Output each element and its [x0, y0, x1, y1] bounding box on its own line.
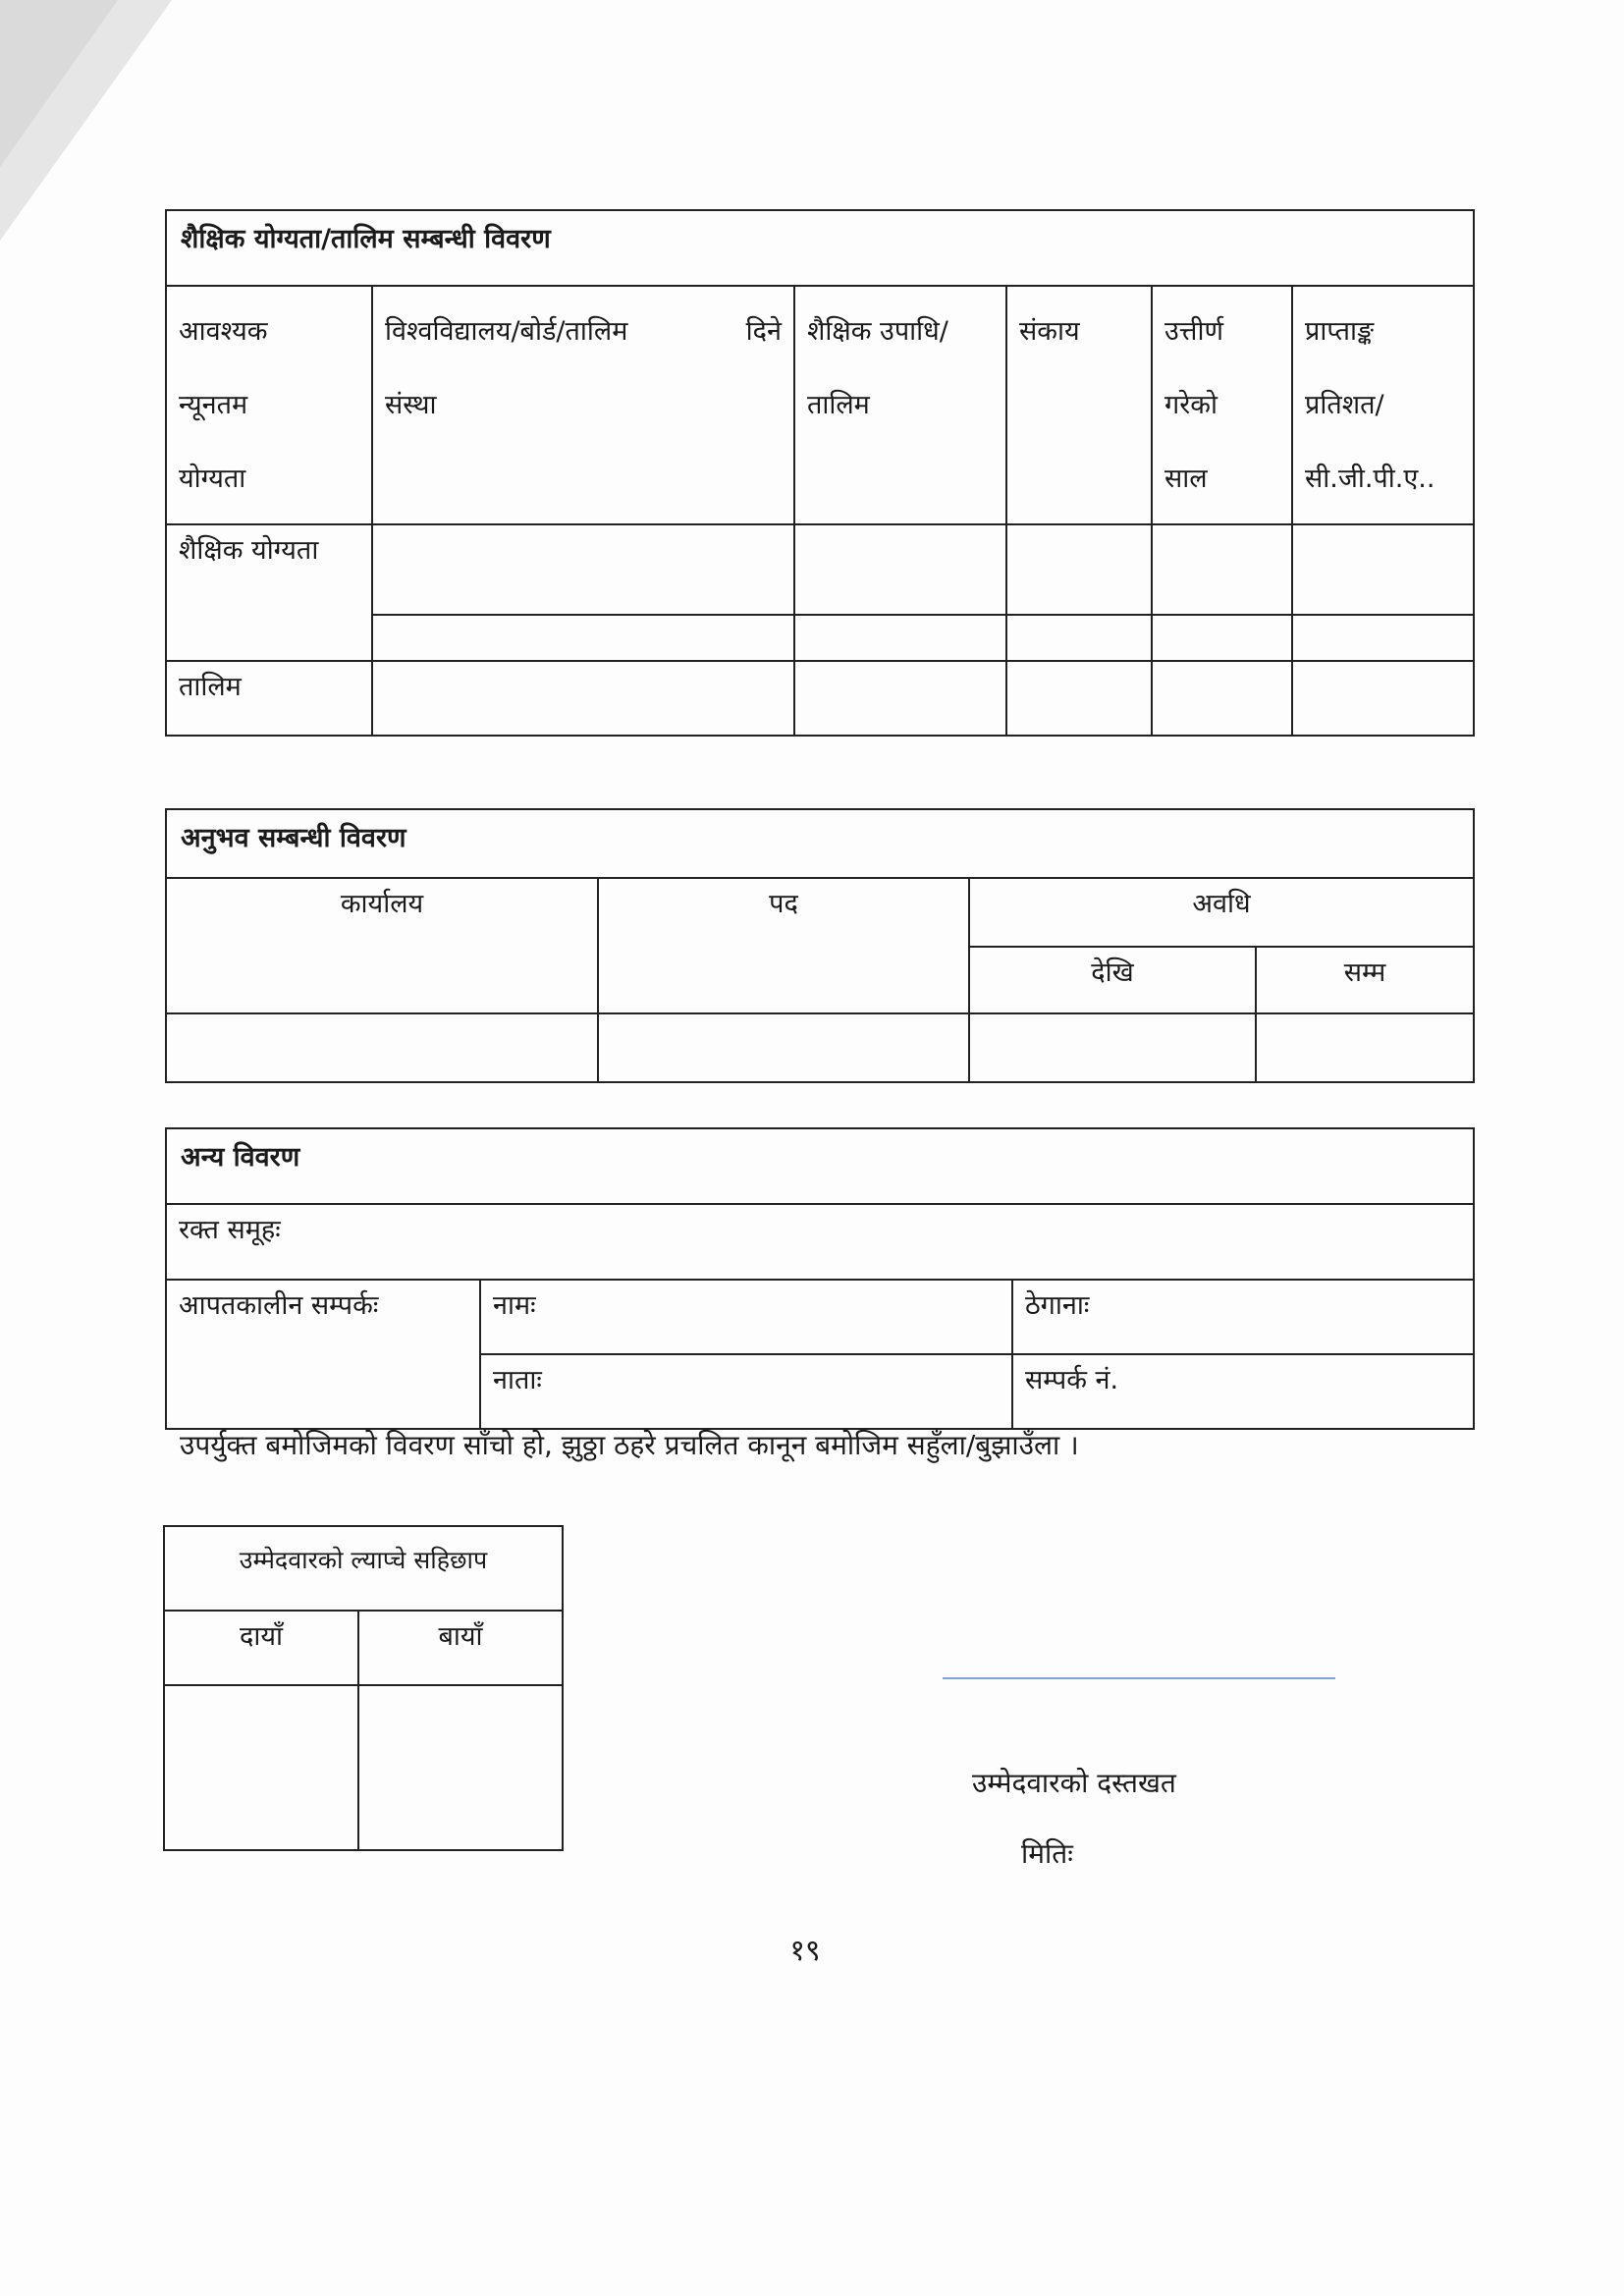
academic-score-cell-1[interactable]: [1292, 524, 1474, 615]
experience-office-cell[interactable]: [166, 1013, 598, 1082]
other-details-table: [165, 1127, 1475, 1430]
thumb-left-label: बायाँ: [358, 1611, 563, 1685]
education-title: शैक्षिक योग्यता/तालिम सम्बन्धी विवरण: [166, 210, 1474, 286]
folded-corner-shadow: [0, 0, 172, 241]
training-institution-cell[interactable]: [372, 661, 794, 736]
signature-line[interactable]: [943, 1677, 1335, 1679]
training-faculty-cell[interactable]: [1006, 661, 1152, 736]
emergency-name-field[interactable]: नामः: [480, 1280, 1012, 1354]
header-duration: अवधि: [969, 878, 1474, 947]
header-degree: शैक्षिक उपाधि/ तालिम: [794, 286, 1006, 524]
experience-from-cell[interactable]: [969, 1013, 1256, 1082]
header-min-qualification: आवश्यक न्यूनतम योग्यता: [166, 286, 372, 524]
header-post: पद: [598, 878, 969, 1013]
thumbprint-table: [163, 1525, 564, 1851]
academic-degree-cell-1[interactable]: [794, 524, 1006, 615]
header-passed-year: उत्तीर्ण गरेको साल: [1152, 286, 1292, 524]
academic-faculty-cell-1[interactable]: [1006, 524, 1152, 615]
declaration-text: उपर्युक्त बमोजिमको विवरण साँचो हो, झुठ्ठा ठहरे प्रचलित कानून बमोजिम सहुँला/बुझाउँला ।: [180, 1429, 1079, 1461]
academic-institution-cell-1[interactable]: [372, 524, 794, 615]
thumbprint-title: उम्मेदवारको ल्याप्चे सहिछाप: [164, 1526, 563, 1611]
emergency-contact-label: आपतकालीन सम्पर्कः: [166, 1280, 480, 1429]
academic-year-cell-2[interactable]: [1152, 615, 1292, 661]
emergency-contact-no-field[interactable]: सम्पर्क नं.: [1012, 1354, 1474, 1429]
thumb-right-box[interactable]: [164, 1685, 358, 1850]
header-faculty: संकाय: [1006, 286, 1152, 524]
thumb-left-box[interactable]: [358, 1685, 563, 1850]
academic-degree-cell-2[interactable]: [794, 615, 1006, 661]
page-number: १९: [789, 1934, 821, 1968]
signature-label: उम्मेदवारको दस्तखत: [972, 1767, 1176, 1799]
education-table: [165, 209, 1475, 737]
blood-group-field[interactable]: रक्त समूहः: [166, 1204, 1474, 1280]
experience-post-cell[interactable]: [598, 1013, 969, 1082]
date-label: मितिः: [1021, 1837, 1073, 1870]
academic-institution-cell-2[interactable]: [372, 615, 794, 661]
academic-year-cell-1[interactable]: [1152, 524, 1292, 615]
header-score: प्राप्ताङ्क प्रतिशत/ सी.जी.पी.ए..: [1292, 286, 1474, 524]
header-office: कार्यालय: [166, 878, 598, 1013]
training-year-cell[interactable]: [1152, 661, 1292, 736]
header-from: देखि: [969, 947, 1256, 1013]
experience-table: [165, 808, 1475, 1083]
emergency-address-field[interactable]: ठेगानाः: [1012, 1280, 1474, 1354]
training-score-cell[interactable]: [1292, 661, 1474, 736]
academic-faculty-cell-2[interactable]: [1006, 615, 1152, 661]
header-to: सम्म: [1256, 947, 1474, 1013]
row-training-label: तालिम: [166, 661, 372, 736]
thumb-right-label: दायाँ: [164, 1611, 358, 1685]
academic-score-cell-2[interactable]: [1292, 615, 1474, 661]
other-details-title: अन्य विवरण: [166, 1128, 1474, 1204]
row-academic-label: शैक्षिक योग्यता: [166, 524, 372, 661]
experience-to-cell[interactable]: [1256, 1013, 1474, 1082]
header-institution: विश्वविद्यालय/बोर्ड/तालिम दिने संस्था: [372, 286, 794, 524]
emergency-relation-field[interactable]: नाताः: [480, 1354, 1012, 1429]
experience-title: अनुभव सम्बन्धी विवरण: [166, 809, 1474, 878]
training-degree-cell[interactable]: [794, 661, 1006, 736]
